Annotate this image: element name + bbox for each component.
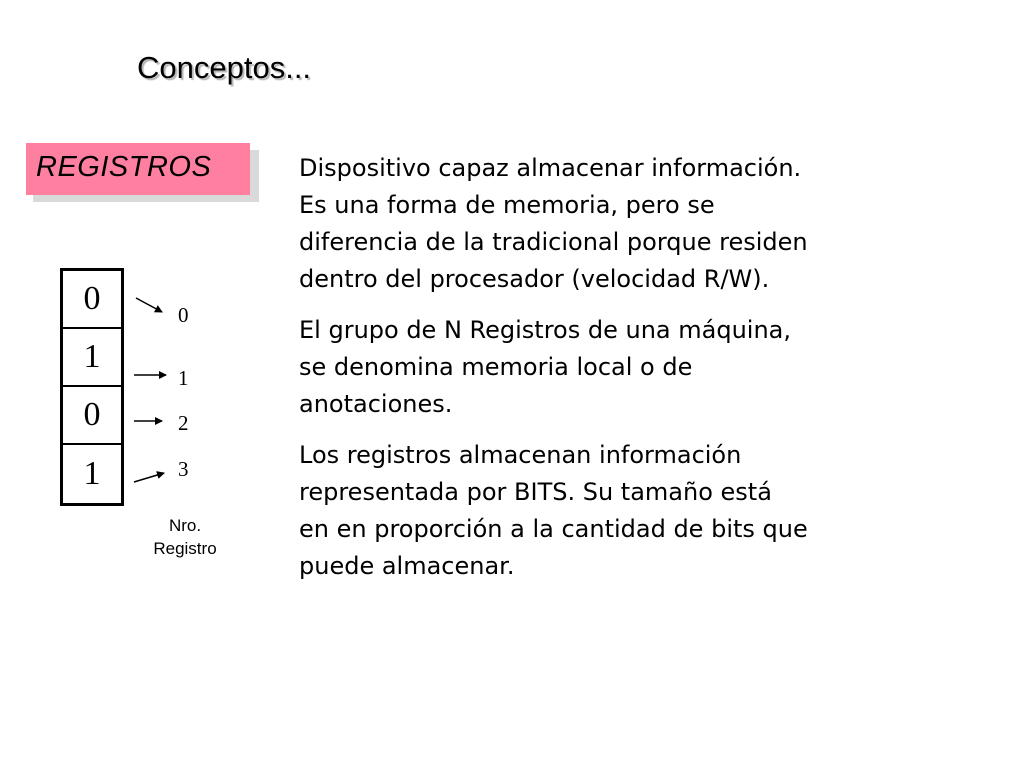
caption-line: Registro	[153, 539, 217, 558]
register-diagram	[60, 268, 124, 506]
registros-tag-label: REGISTROS	[36, 151, 212, 183]
paragraph-group	[299, 312, 989, 423]
register-index-label: 2	[178, 411, 189, 435]
slide-title: Conceptos...	[137, 50, 312, 85]
paragraph-bits	[299, 437, 989, 585]
register-arrows	[128, 290, 178, 490]
paragraph-definition	[299, 150, 989, 298]
arrow-icon	[136, 298, 162, 312]
register-bit-cell: 1	[63, 329, 121, 387]
text-line: dentro del procesador (velocidad R/W).	[299, 265, 770, 293]
text-line: Dispositivo capaz almacenar información.	[299, 154, 802, 182]
arrow-icon	[134, 473, 164, 482]
register-index-label: 3	[178, 457, 189, 481]
text-line: se denomina memoria local o de	[299, 353, 693, 381]
register-index-label: 0	[178, 303, 189, 327]
register-bit-cell: 0	[63, 271, 121, 329]
text-line: anotaciones.	[299, 390, 453, 418]
text-line: El grupo de N Registros de una máquina,	[299, 316, 791, 344]
text-line: representada por BITS. Su tamaño está	[299, 478, 772, 506]
register-caption	[135, 514, 235, 560]
text-line: Es una forma de memoria, pero se	[299, 191, 715, 219]
text-line: en en proporción a la cantidad de bits que	[299, 515, 808, 543]
caption-line: Nro.	[168, 516, 202, 535]
body-text	[299, 150, 989, 599]
text-line: Los registros almacenan información	[299, 441, 742, 469]
register-bit-cell: 0	[63, 387, 121, 445]
register-bit-cell: 1	[83, 455, 101, 492]
text-line: diferencia de la tradicional porque residen	[299, 228, 808, 256]
register-index-label: 1	[178, 366, 189, 390]
text-line: puede almacenar.	[299, 552, 515, 580]
